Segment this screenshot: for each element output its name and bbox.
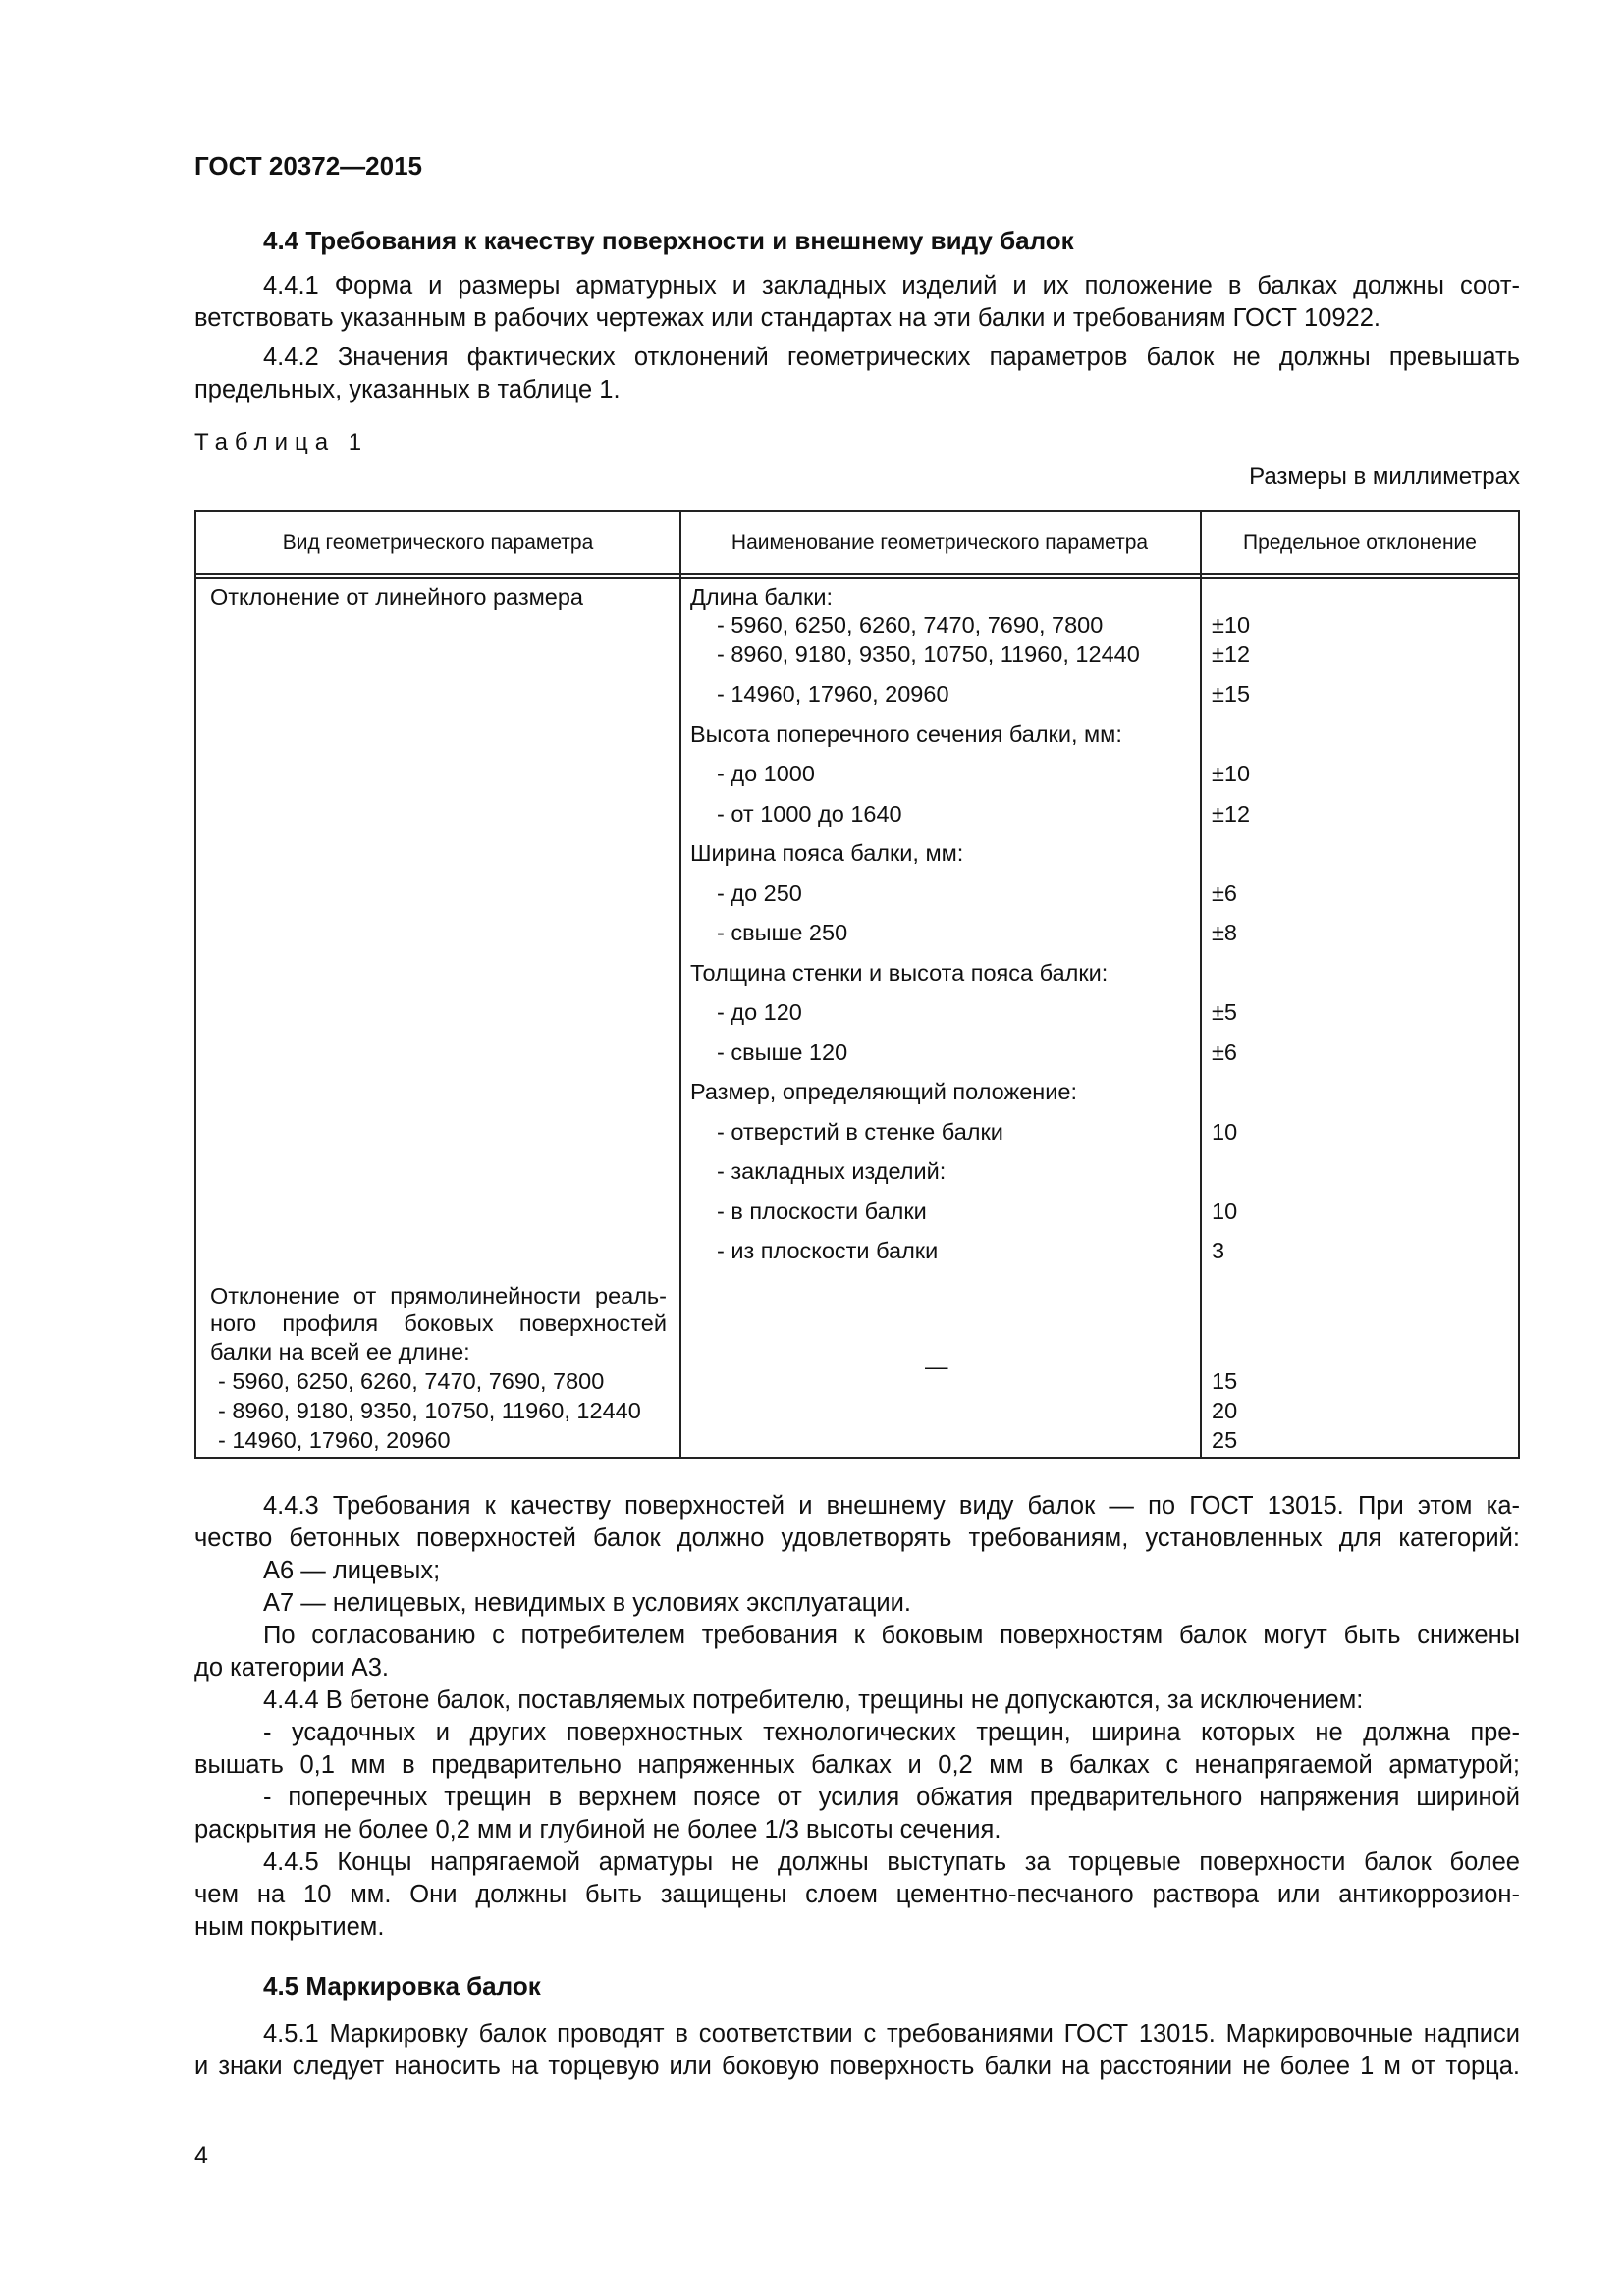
table-cell-tolerance: ±5 [1212,999,1237,1025]
section-4-5-heading: 4.5 Маркировка балок [263,1971,541,2001]
table-cell-tolerance: ±12 [1212,641,1251,667]
table-cell-straightness-line: - 8960, 9180, 9350, 10750, 11960, 12440 [218,1398,641,1423]
paragraph-transverse-line-2: раскрытия не более 0,2 мм и глубиной не более 1/3 высоты сечения. [194,1816,1001,1843]
paragraph-4-5-1-line-1: 4.5.1 Маркировку балок проводят в соответствии с требованиями ГОСТ 13015. Маркировочные надписи [263,2020,1520,2048]
paragraph-shrinkage-line-1: - усадочных и других поверхностных технологических трещин, ширина которых не должна пре- [263,1719,1520,1746]
table-cell-name: - в плоскости балки [717,1199,927,1224]
table-cell-dash: — [925,1354,948,1379]
table-header-name: Наименование геометрического параметра [731,531,1149,554]
paragraph-4-4-3-line-1: 4.4.3 Требования к качеству поверхностей и внешнему виду балок — по ГОСТ 13015. При этом ка- [263,1492,1520,1520]
table-cell-name: Толщина стенки и высота пояса балки: [690,960,1109,986]
table-cell-name: - свыше 250 [717,920,848,945]
paragraph-4-4-5-line-1: 4.4.5 Концы напрягаемой арматуры не должны выступать за торцевые поверхности балок более [263,1848,1520,1876]
table-cell-tolerance: 25 [1212,1427,1238,1453]
table-cell-name: Размер, определяющий положение: [690,1079,1077,1104]
table-cell-name: - свыше 120 [717,1040,848,1065]
table-cell-tolerance: ±10 [1212,613,1251,638]
table-cell-straightness-line: - 14960, 17960, 20960 [218,1427,451,1453]
table-cell-tolerance: 15 [1212,1368,1238,1394]
table-header-divider [196,573,1518,575]
table-cell-straightness-line: ного профиля боковых поверхностей [210,1310,667,1336]
table-cell-name: - отверстий в стенке балки [717,1119,1003,1145]
table-cell-name: - из плоскости балки [717,1238,939,1263]
paragraph-4-4-3-line-2: чество бетонных поверхностей балок должно удовлетворять требованиям, установленных для категорий: [194,1524,1520,1552]
table-column-divider [1200,512,1202,1457]
table-cell-name: - до 120 [717,999,802,1025]
table-cell-name: Длина балки: [690,584,833,610]
table-cell-linear: Отклонение от линейного размера [210,584,583,610]
paragraph-agreement-line-2: до категории А3. [194,1654,390,1682]
paragraph-agreement-line-1: По согласованию с потребителем требования к боковым поверхностям балок могут быть снижены [263,1622,1520,1649]
table-cell-tolerance: 10 [1212,1199,1238,1224]
units-note: Размеры в миллиметрах [1249,463,1520,490]
table-cell-name: - закладных изделий: [717,1158,947,1184]
table-cell-tolerance: 10 [1212,1119,1238,1145]
paragraph-4-4-4: 4.4.4 В бетоне балок, поставляемых потребителю, трещины не допускаются, за исключением: [263,1686,1364,1714]
table-header-divider [196,577,1518,579]
paragraph-shrinkage-line-2: вышать 0,1 мм в предварительно напряженных балках и 0,2 мм в балках с ненапрягаемой арматурой; [194,1751,1520,1779]
table-cell-tolerance: 20 [1212,1398,1238,1423]
paragraph-transverse-line-1: - поперечных трещин в верхнем поясе от усилия обжатия предварительного напряжения шириной [263,1784,1520,1811]
page-number: 4 [194,2142,208,2169]
table-cell-tolerance: ±12 [1212,801,1251,827]
paragraph-4-4-1-line-1: 4.4.1 Форма и размеры арматурных и закладных изделий и их положение в балках должны соот- [263,272,1520,299]
table-cell-name: - от 1000 до 1640 [717,801,902,827]
section-4-4-heading: 4.4 Требования к качеству поверхности и внешнему виду балок [263,226,1074,255]
table-label: Таблица 1 [194,429,369,455]
table-cell-tolerance: ±6 [1212,881,1237,906]
table-cell-name: Ширина пояса балки, мм: [690,840,964,866]
table-cell-tolerance: ±15 [1212,681,1251,707]
table-cell-name: Высота поперечного сечения балки, мм: [690,721,1122,747]
table-cell-tolerance: ±10 [1212,761,1251,786]
table-header-tolerance: Предельное отклонение [1243,531,1477,554]
document-code: ГОСТ 20372—2015 [194,151,422,181]
paragraph-4-4-5-line-2: чем на 10 мм. Они должны быть защищены слоем цементно-песчаного раствора или антикоррозион- [194,1881,1520,1908]
paragraph-a7: А7 — нелицевых, невидимых в условиях эксплуатации. [263,1589,911,1617]
table-column-divider [679,512,681,1457]
table-cell-name: - до 1000 [717,761,815,786]
table-header-kind: Вид геометрического параметра [282,531,594,554]
table-cell-straightness-line: балки на всей ее длине: [210,1339,470,1364]
paragraph-a6: А6 — лицевых; [263,1557,441,1584]
table-cell-tolerance: ±6 [1212,1040,1237,1065]
table-1 [194,510,1520,1459]
table-cell-name: - 14960, 17960, 20960 [717,681,949,707]
paragraph-4-4-5-line-3: ным покрытием. [194,1913,385,1941]
paragraph-4-4-2-line-2: предельных, указанных в таблице 1. [194,376,621,403]
table-cell-straightness-line: - 5960, 6250, 6260, 7470, 7690, 7800 [218,1368,605,1394]
table-cell-tolerance: 3 [1212,1238,1225,1263]
table-cell-tolerance: ±8 [1212,920,1237,945]
table-cell-straightness-line: Отклонение от прямолинейности реаль- [210,1283,667,1308]
table-cell-name: - 5960, 6250, 6260, 7470, 7690, 7800 [717,613,1104,638]
paragraph-4-5-1-line-2: и знаки следует наносить на торцевую или боковую поверхность балки на расстоянии не более 1 м от торца. [194,2053,1520,2080]
table-cell-name: - 8960, 9180, 9350, 10750, 11960, 12440 [717,641,1140,667]
paragraph-4-4-2-line-1: 4.4.2 Значения фактических отклонений геометрических параметров балок не должны превышать [263,344,1520,371]
paragraph-4-4-1-line-2: ветствовать указанным в рабочих чертежах или стандартах на эти балки и требованиям ГОСТ 10922. [194,304,1381,332]
table-cell-name: - до 250 [717,881,802,906]
